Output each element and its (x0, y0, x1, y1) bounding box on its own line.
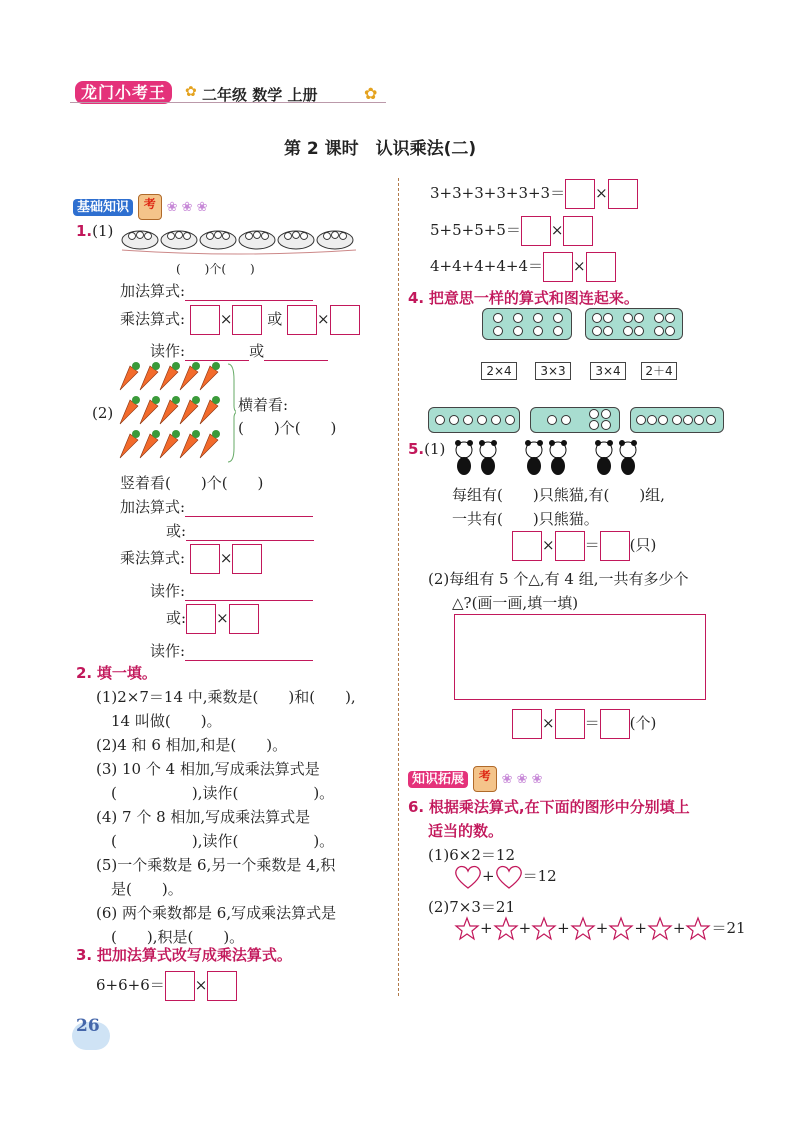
star-icon[interactable] (570, 916, 596, 942)
star-icon[interactable] (647, 916, 673, 942)
answer-box[interactable] (330, 305, 360, 335)
q3-title: 3. 把加法算式改写成乘法算式。 (76, 946, 292, 964)
star-icon[interactable] (493, 916, 519, 942)
formula-card[interactable]: 2＋4 (641, 362, 677, 380)
answer-box[interactable] (521, 216, 551, 246)
answer-box[interactable] (232, 544, 262, 574)
q3-expr: 6+6+6＝ × (96, 970, 237, 1001)
q2-line: 是( )。 (96, 880, 183, 898)
butterfly-icon: ❀ ❀ ❀ (501, 772, 543, 787)
q5-p2-line1: (2)每组有 5 个△,有 4 组,一共有多少个 (428, 570, 689, 588)
q5-eq1: × ＝ (只) (512, 530, 656, 561)
q2-line: (3) 10 个 4 相加,写成乘法算式是 (96, 760, 320, 778)
answer-line[interactable] (185, 644, 313, 661)
dot-card[interactable] (482, 308, 572, 340)
answer-box[interactable] (287, 305, 317, 335)
answer-box[interactable] (512, 709, 542, 739)
answer-box[interactable] (190, 544, 220, 574)
q6-title: 6. 根据乘法算式,在下面的图形中分别填上 (408, 798, 690, 816)
q2-line: (1)2×7＝14 中,乘数是( )和( ), (96, 688, 356, 706)
panda-groups (452, 438, 662, 478)
q5-p2-line2: △?(画一画,填一填) (452, 594, 579, 612)
carrot-row (120, 362, 220, 458)
page-number: 26 (76, 1016, 100, 1036)
star-icon[interactable] (531, 916, 557, 942)
q3-expr: 4+4+4+4+4＝ × (430, 251, 616, 282)
q6-title-2: 适当的数。 (428, 822, 504, 840)
q1-mul-row: 乘法算式: × 或 × (120, 304, 360, 335)
formula-card[interactable]: 3×4 (590, 362, 626, 380)
formula-card[interactable]: 3×3 (535, 362, 571, 380)
q1-p2-label: (2) (92, 404, 114, 422)
answer-box[interactable] (586, 252, 616, 282)
q2-line: ( ),积是( )。 (96, 928, 245, 946)
q2-line: ( ),读作( )。 (96, 832, 335, 850)
q1-mul-row-2: 乘法算式: × (120, 543, 262, 574)
q1-read-row-3: 读作: (150, 640, 313, 661)
answer-box[interactable] (543, 252, 573, 282)
dot-card[interactable] (630, 407, 724, 433)
q6-stars: + + + + + + ＝21 (454, 916, 746, 942)
grade-info: 二年级 数学 上册 (202, 86, 318, 104)
answer-box[interactable] (512, 531, 542, 561)
q6-hearts: + ＝12 (454, 864, 557, 890)
butterfly-icon: ✿ (364, 84, 378, 103)
q1-or-row: 或: (166, 520, 314, 541)
q5-line2: 一共有( )只熊猫。 (452, 510, 599, 528)
q5-eq2: × ＝ (个) (512, 708, 656, 739)
q2-line: ( ),读作( )。 (96, 784, 335, 802)
q2-line: (5)一个乘数是 6,另一个乘数是 4,积 (96, 856, 336, 874)
q1-horiz-label: 横着看: (238, 396, 289, 414)
q6-p2: (2)7×3＝21 (428, 898, 515, 916)
q1-horiz-blank: ( )个( ) (238, 419, 337, 437)
answer-line[interactable] (185, 284, 313, 301)
bear-icon: 考 (138, 194, 162, 220)
answer-box[interactable] (186, 604, 216, 634)
q1-read-row: 读作: 或 (150, 340, 328, 361)
heart-icon[interactable] (495, 864, 523, 890)
q3-expr: 5+5+5+5＝ × (430, 215, 593, 246)
answer-box[interactable] (555, 531, 585, 561)
answer-box[interactable] (600, 531, 630, 561)
q1-vert-label: 竖着看( )个( ) (120, 474, 264, 492)
answer-box[interactable] (608, 179, 638, 209)
answer-line[interactable] (186, 524, 314, 541)
answer-box[interactable] (190, 305, 220, 335)
dot-card[interactable] (530, 407, 620, 433)
q5-line1: 每组有( )只熊猫,有( )组, (452, 486, 665, 504)
drawing-area[interactable] (454, 614, 706, 700)
answer-box[interactable] (229, 604, 259, 634)
answer-box[interactable] (165, 971, 195, 1001)
q1-read-row-2: 读作: (150, 580, 313, 601)
page-title: 第 2 课时 认识乘法(二) (284, 139, 477, 159)
answer-line[interactable] (185, 584, 313, 601)
carrot-grid (116, 360, 236, 464)
q6-p1: (1)6×2＝12 (428, 846, 515, 864)
q4-title: 4. 把意思一样的算式和图连起来。 (408, 289, 639, 307)
answer-box[interactable] (207, 971, 237, 1001)
answer-box[interactable] (555, 709, 585, 739)
plate (122, 231, 353, 249)
q1-or-mul-row: 或: × (166, 603, 259, 634)
answer-line[interactable] (185, 500, 313, 517)
bear-icon: 考 (473, 766, 497, 792)
heart-icon[interactable] (454, 864, 482, 890)
plates-with-pears (120, 222, 360, 256)
answer-line[interactable] (264, 344, 328, 361)
q1-add-row-2: 加法算式: (120, 496, 313, 517)
butterfly-icon: ✿ (185, 84, 197, 100)
star-icon[interactable] (608, 916, 634, 942)
section-basic-badge: 基础知识 考 ❀ ❀ ❀ (73, 194, 208, 220)
answer-box[interactable] (563, 216, 593, 246)
dot-card[interactable] (585, 308, 683, 340)
q1-caption: ( )个( ) (176, 262, 255, 276)
brand-logo: 龙门小考王 (75, 80, 172, 103)
q2-line: 14 叫做( )。 (96, 712, 222, 730)
q3-expr: 3+3+3+3+3+3＝ × (430, 178, 638, 209)
section-extend-badge: 知识拓展 考 ❀ ❀ ❀ (408, 766, 543, 792)
answer-line[interactable] (185, 344, 249, 361)
formula-card[interactable]: 2×4 (481, 362, 517, 380)
q2-line: (6) 两个乘数都是 6,写成乘法算式是 (96, 904, 337, 922)
answer-box[interactable] (232, 305, 262, 335)
q1-number: 1.(1) (76, 222, 114, 240)
answer-box[interactable] (565, 179, 595, 209)
q2-line: (2)4 和 6 相加,和是( )。 (96, 736, 288, 754)
answer-box[interactable] (600, 709, 630, 739)
q1-add-row: 加法算式: (120, 280, 313, 301)
column-divider (398, 178, 399, 996)
header-rule (70, 102, 386, 103)
star-icon[interactable] (454, 916, 480, 942)
q2-title: 2. 填一填。 (76, 664, 157, 682)
star-icon[interactable] (685, 916, 711, 942)
q2-line: (4) 7 个 8 相加,写成乘法算式是 (96, 808, 311, 826)
butterfly-icon: ❀ ❀ ❀ (166, 200, 208, 215)
q5-number: 5.(1) (408, 440, 446, 458)
dot-card[interactable] (428, 407, 520, 433)
